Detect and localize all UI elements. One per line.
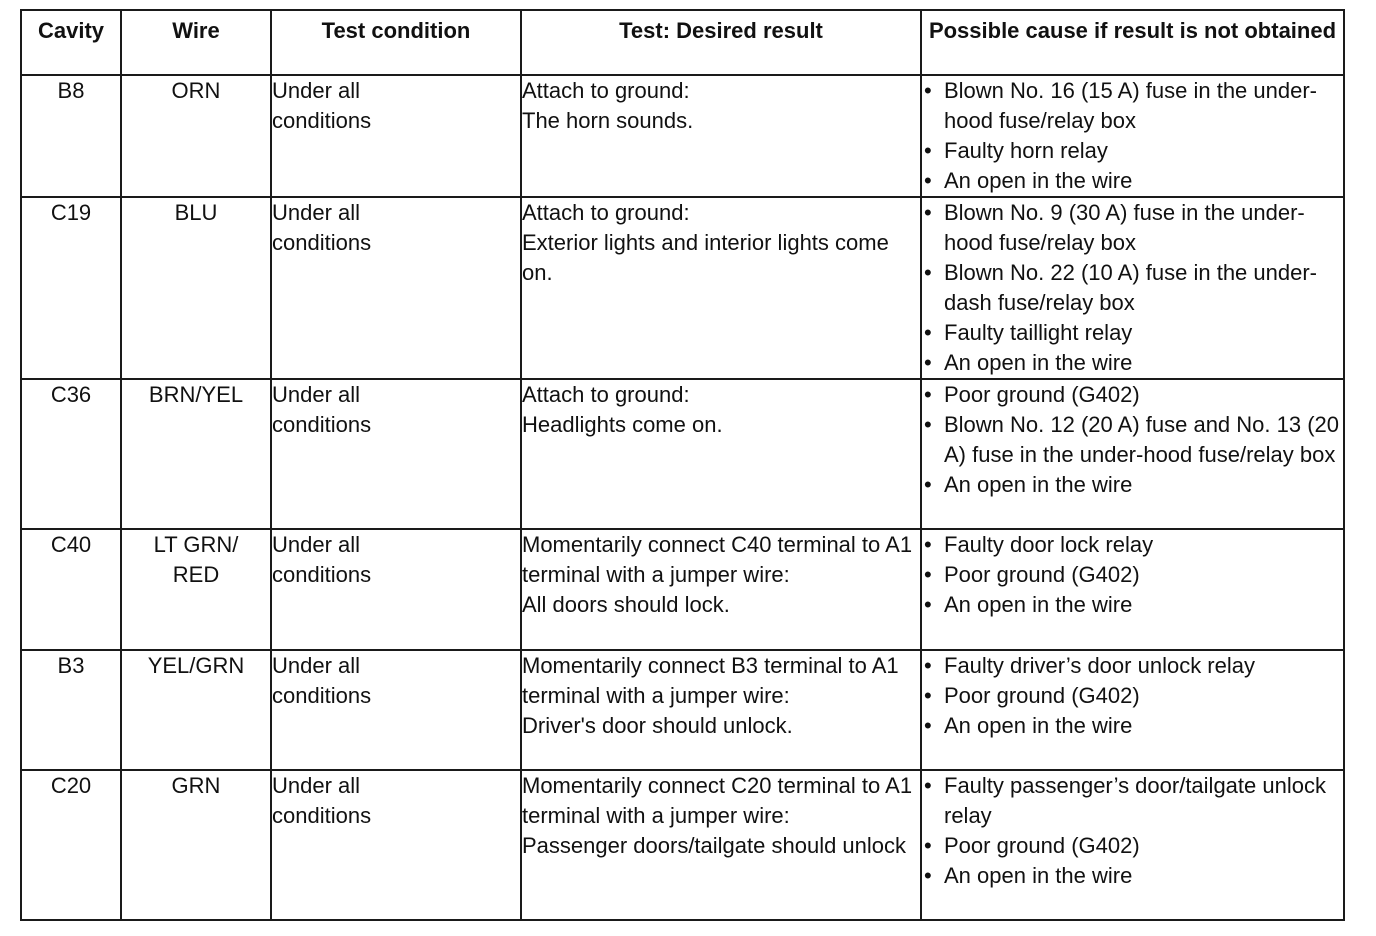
- result-cell: Momentarily connect C20 terminal to A1 terminal with a jumper wire: Passenger doors/tailgate should unlock: [521, 770, 921, 920]
- cavity-cell: C36: [21, 379, 121, 529]
- cause-item: • An open in the wire: [922, 166, 1343, 196]
- condition-cell: Under all conditions: [271, 650, 521, 770]
- diagnostic-table: [20, 9, 1345, 921]
- cause-item: • An open in the wire: [922, 348, 1343, 378]
- cause-item: • Blown No. 9 (30 A) fuse in the under-hood fuse/relay box: [922, 198, 1343, 258]
- result-cell: Attach to ground: Exterior lights and interior lights come on.: [521, 197, 921, 379]
- wire-cell: LT GRN/ RED: [121, 529, 271, 650]
- cavity-cell: C19: [21, 197, 121, 379]
- cause-item: • Faulty horn relay: [922, 136, 1343, 166]
- result-cell: Attach to ground: Headlights come on.: [521, 379, 921, 529]
- cause-item: • Faulty driver’s door unlock relay: [922, 651, 1343, 681]
- condition-cell: Under all conditions: [271, 197, 521, 379]
- header-wire: Wire: [121, 10, 271, 75]
- condition-cell: Under all conditions: [271, 529, 521, 650]
- header-desired-result: Test: Desired result: [521, 10, 921, 75]
- wire-cell: GRN: [121, 770, 271, 920]
- cause-cell: [921, 197, 1344, 379]
- header-possible-cause: Possible cause if result is not obtained: [921, 10, 1344, 75]
- cause-list: [922, 198, 1343, 378]
- result-cell: Attach to ground: The horn sounds.: [521, 75, 921, 197]
- cavity-cell: C40: [21, 529, 121, 650]
- wire-cell: YEL/GRN: [121, 650, 271, 770]
- table-row: [21, 379, 1344, 529]
- cause-item: • An open in the wire: [922, 711, 1343, 741]
- cause-cell: [921, 75, 1344, 197]
- cause-item: • Blown No. 22 (10 A) fuse in the under-dash fuse/relay box: [922, 258, 1343, 318]
- header-row: [21, 10, 1344, 75]
- condition-cell: Under all conditions: [271, 770, 521, 920]
- cause-cell: [921, 770, 1344, 920]
- cavity-cell: C20: [21, 770, 121, 920]
- cause-list: [922, 771, 1343, 891]
- wire-cell: BLU: [121, 197, 271, 379]
- condition-cell: Under all conditions: [271, 75, 521, 197]
- table-row: [21, 197, 1344, 379]
- cause-list: [922, 651, 1343, 741]
- cause-cell: [921, 529, 1344, 650]
- cause-item: • Blown No. 12 (20 A) fuse and No. 13 (20 A) fuse in the under-hood fuse/relay box: [922, 410, 1343, 470]
- cause-item: • Poor ground (G402): [922, 380, 1343, 410]
- cause-cell: [921, 650, 1344, 770]
- cause-item: • An open in the wire: [922, 590, 1343, 620]
- cause-list: [922, 76, 1343, 196]
- cause-item: • Poor ground (G402): [922, 831, 1343, 861]
- cause-item: • An open in the wire: [922, 470, 1343, 500]
- header-cavity: Cavity: [21, 10, 121, 75]
- cause-list: [922, 530, 1343, 620]
- wire-cell: ORN: [121, 75, 271, 197]
- cause-item: • Faulty door lock relay: [922, 530, 1343, 560]
- table-row: [21, 75, 1344, 197]
- cavity-cell: B8: [21, 75, 121, 197]
- table-row: [21, 770, 1344, 920]
- condition-cell: Under all conditions: [271, 379, 521, 529]
- cause-item: • An open in the wire: [922, 861, 1343, 891]
- cause-list: [922, 380, 1343, 500]
- cause-cell: [921, 379, 1344, 529]
- cause-item: • Poor ground (G402): [922, 560, 1343, 590]
- cause-item: • Blown No. 16 (15 A) fuse in the under-hood fuse/relay box: [922, 76, 1343, 136]
- header-test-condition: Test condition: [271, 10, 521, 75]
- result-cell: Momentarily connect C40 terminal to A1 terminal with a jumper wire: All doors should lock.: [521, 529, 921, 650]
- cavity-cell: B3: [21, 650, 121, 770]
- cause-item: • Faulty taillight relay: [922, 318, 1343, 348]
- cause-item: • Faulty passenger’s door/tailgate unlock relay: [922, 771, 1343, 831]
- cause-item: • Poor ground (G402): [922, 681, 1343, 711]
- table-row: [21, 529, 1344, 650]
- table-row: [21, 650, 1344, 770]
- wire-cell: BRN/YEL: [121, 379, 271, 529]
- result-cell: Momentarily connect B3 terminal to A1 terminal with a jumper wire: Driver's door should unlock.: [521, 650, 921, 770]
